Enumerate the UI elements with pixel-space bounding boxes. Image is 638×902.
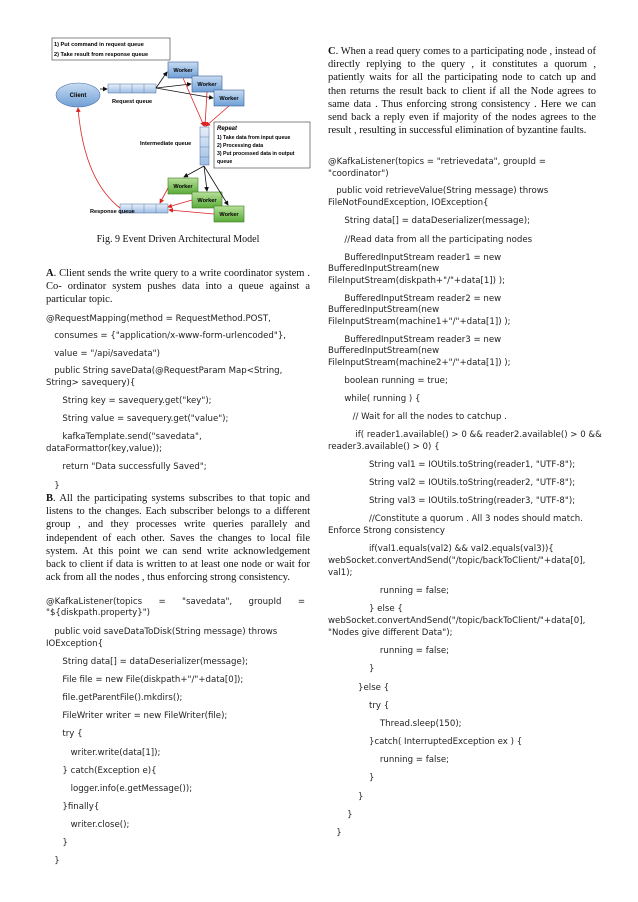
section-b-label: B	[46, 493, 54, 504]
code-line: running = false;	[328, 586, 450, 596]
code-line: String val2 = IOUtils.toString(reader2, "UTF-8");	[328, 478, 576, 488]
code-line: while( running ) {	[328, 394, 421, 404]
code-line: logger.info(e.getMessage());	[46, 784, 193, 794]
code-line: FileNotFoundException, IOException{	[328, 198, 489, 208]
code-line: }	[46, 481, 60, 491]
svg-text:3) Put processed data in out: 3) Put processed data in output	[217, 151, 295, 157]
section-a-label: A	[46, 268, 54, 279]
code-line: BufferedInputStream reader1 = new	[328, 253, 502, 263]
code-line: Thread.sleep(150);	[328, 719, 462, 729]
section-a-text: A. Client sends the write query to a write coordinator system . Co- ordinator system pushes data into a queue against a particular topic.	[46, 268, 310, 306]
code-line: Enforce Strong consistency	[328, 526, 445, 536]
step-2: 2) Take result from response queue	[54, 52, 149, 58]
code-line: BufferedInputStream reader3 = new	[328, 335, 502, 345]
svg-text:2) Processing data: 2) Processing data	[217, 143, 264, 149]
code-line: } catch(Exception e){	[46, 766, 157, 776]
code-line: }finally{	[46, 802, 100, 812]
code-line: File file = new File(diskpath+"/"+data[0]);	[46, 675, 244, 685]
code-line: FileInputStream(machine1+"/"+data[1]) );	[328, 317, 511, 327]
intermediate-queue-label: Intermediate queue	[140, 141, 192, 147]
code-line: String key = savequery.get("key");	[46, 396, 212, 406]
code-line: @KafkaListener(topics = "retrievedata", groupId =	[328, 157, 546, 167]
code-line: try {	[46, 729, 83, 739]
code-line: }	[46, 856, 60, 866]
code-line: if( reader1.available() > 0 && reader2.available() > 0 &&	[328, 430, 602, 440]
code-line: }else {	[328, 683, 390, 693]
code-line: BufferedInputStream reader2 = new	[328, 294, 502, 304]
code-line: BufferedInputStream(new	[328, 264, 440, 274]
code-line: consumes = {"application/x-www-form-urlencoded"},	[46, 331, 287, 341]
client-label: Client	[69, 93, 87, 99]
repeat-title: Repeat	[217, 126, 238, 132]
svg-text:queue: queue	[217, 159, 233, 165]
code-line: @RequestMapping(method = RequestMethod.POST,	[46, 314, 271, 324]
section-c-text: C. When a read query comes to a participating node , instead of directly replying to the query , it constitutes a quorum , patiently waits for all the participating node to catch up and then returns the result back to client if all the Node agrees to same data . Thus enforcing strong consistency . Here we can send back a reply even if majority of the nodes agrees to the result , resulting in successful elimination of byzantine faults.	[328, 46, 596, 137]
svg-text:1) Take data from input queu: 1) Take data from input queue	[217, 135, 291, 141]
step-1: 1) Put command in request queue	[54, 42, 144, 48]
code-line: writer.close();	[46, 820, 130, 830]
code-line: }	[328, 828, 342, 838]
code-line: dataFormattor(key,value));	[46, 444, 163, 454]
code-line: boolean running = true;	[328, 376, 448, 386]
code-line: @KafkaListener(topics = "savedata", groupId =	[46, 597, 306, 607]
svg-text:Worker: Worker	[173, 184, 193, 190]
svg-text:Worker: Worker	[197, 198, 217, 204]
code-line: file.getParentFile().mkdirs();	[46, 693, 183, 703]
svg-text:Worker: Worker	[219, 96, 239, 102]
code-line: webSocket.convertAndSend("/topic/backToClient/"+data[0],	[328, 616, 586, 626]
code-line: try {	[328, 701, 390, 711]
section-b-text: B. All the participating systems subscribes to that topic and listens to the changes. Each subscriber belongs to a different group , and they processes write queries parallely and independent of each other. Saves the changes to local file system. At this point we can send write acknowledgement back to client if data is written to at least one node or wait for ack from all the nodes , thus enforcing strong consistency.	[46, 493, 310, 584]
code-line: "${diskpath.property}")	[46, 608, 151, 618]
code-line: //Constitute a quorum . All 3 nodes should match.	[328, 514, 583, 524]
code-line: IOException{	[46, 639, 104, 649]
svg-text:Worker: Worker	[219, 212, 239, 218]
code-line: kafkaTemplate.send("savedata",	[46, 432, 202, 442]
code-line: String val3 = IOUtils.toString(reader3, "UTF-8");	[328, 496, 576, 506]
code-line: //Read data from all the participating nodes	[328, 235, 533, 245]
code-line: running = false;	[328, 646, 450, 656]
svg-text:Worker: Worker	[197, 82, 217, 88]
code-line: String val1 = IOUtils.toString(reader1, "UTF-8");	[328, 460, 576, 470]
code-line: webSocket.convertAndSend("/topic/backToClient/"+data[0],	[328, 556, 586, 566]
figure-caption: Fig. 9 Event Driven Architectural Model	[96, 234, 260, 245]
request-queue-label: Request queue	[112, 99, 153, 105]
code-line: if(val1.equals(val2) && val2.equals(val3)){	[328, 544, 554, 554]
code-line: return "Data successfully Saved";	[46, 462, 207, 472]
code-line: } else {	[328, 604, 403, 614]
code-line: }	[328, 664, 375, 674]
code-line: // Wait for all the nodes to catchup .	[328, 412, 507, 422]
code-line: public void saveDataToDisk(String message) throws	[46, 627, 278, 637]
code-line: public void retrieveValue(String message) throws	[328, 186, 549, 196]
code-line: }	[328, 792, 364, 802]
svg-text:Worker: Worker	[173, 68, 193, 74]
code-line: FileInputStream(diskpath+"/"+data[1]) );	[328, 276, 505, 286]
code-line: BufferedInputStream(new	[328, 346, 440, 356]
code-line: reader3.available() > 0) {	[328, 442, 440, 452]
code-line: String> savequery){	[46, 378, 136, 388]
code-line: String data[] = dataDeserializer(message);	[46, 657, 249, 667]
code-line: running = false;	[328, 755, 450, 765]
code-line: FileWriter writer = new FileWriter(file);	[46, 711, 228, 721]
response-queue-label: Response queue	[90, 209, 135, 215]
code-line: String value = savequery.get("value");	[46, 414, 229, 424]
code-line: value = "/api/savedata")	[46, 349, 160, 359]
code-line: writer.write(data[1]);	[46, 748, 161, 758]
code-line: BufferedInputStream(new	[328, 305, 440, 315]
code-line: "Nodes give different Data");	[328, 628, 453, 638]
code-line: }	[328, 773, 375, 783]
section-c-label: C	[328, 46, 336, 57]
intermediate-queue	[200, 127, 209, 165]
code-line: FileInputStream(machine2+"/"+data[1]) );	[328, 358, 511, 368]
code-line: }	[46, 838, 68, 848]
code-line: "coordinator")	[328, 169, 389, 179]
code-line: String data[] = dataDeserializer(message);	[328, 216, 531, 226]
code-line: }	[328, 810, 353, 820]
code-line: }catch( InterruptedException ex ) {	[328, 737, 523, 747]
code-line: public String saveData(@RequestParam Map<String,	[46, 366, 283, 376]
code-line: val1);	[328, 568, 353, 578]
request-queue	[108, 84, 156, 93]
